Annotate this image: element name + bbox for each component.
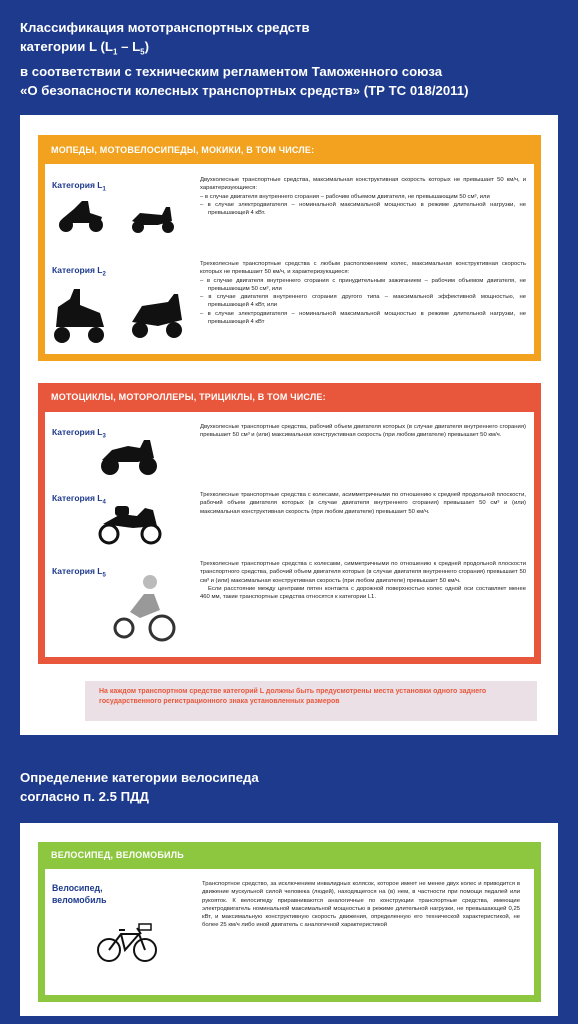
title-line-1: Классификация мототранспортных средств <box>20 20 310 35</box>
motorcycles-header: МОТОЦИКЛЫ, МОТОРОЛЛЕРЫ, ТРИЦИКЛЫ, В ТОМ ЧИСЛЕ: <box>45 390 534 412</box>
category-l1-text: Двухколесные транспортные средства, максимальная конструктивная скорость которых не превышает 50 км/ч, и характеризующиеся: – в случае двигателя внутреннего сгорания – рабочим объемом двигателя, не превышающим 50 см³, или – в случае электродвигателя – номинальной максимальной мощностью в режиме длительной нагрузки, не превышающей 4 кВт. <box>200 177 526 217</box>
title-line-3: в соответствии с техническим регламентом Таможенного союза <box>20 63 443 79</box>
category-l5-text: Трехколесные транспортные средства с колесами, симметричными по отношению к средней продольной плоскости транспортного средства, рабочий объем двигателя которых (в случае двигателя внутреннего сгорания) превышает 50 см³ и (или) максимальная конструктивная скорость (при любом двигателе) превышает 50 км/ч. Если расстояние между центрами пятен контакта с дорожной поверхностью колес одной оси составляет менее 460 мм, такие транспортные средства относятся к категории L1. <box>200 561 526 601</box>
category-l5-label: Категория $L_5$ <box>52 566 106 579</box>
bicycle-subtitle: Определение категории велосипеда согласно п. 2.5 ПДД <box>20 770 259 804</box>
page-title <box>20 18 570 100</box>
moped-icon <box>128 292 186 340</box>
category-l4-text: Трехколесные транспортные средства с колесами, асимметричными по отношению к средней продольной плоскости, рабочий объем двигателя которых (в случае двигателя внутреннего сгорания) превышает 50 см³ и (или) максимальная конструктивная скорость (при любом двигателе) превышает 50 км/ч. <box>200 492 526 515</box>
moped-icon <box>128 203 178 235</box>
category-l1-label: Категория $L_1$ <box>52 180 106 193</box>
category-l3-label: Категория $L_3$ <box>52 427 106 440</box>
category-l2-label: Категория $L_2$ <box>52 265 106 278</box>
category-l4-label: Категория $L_4$ <box>52 493 106 506</box>
bicycle-icon <box>95 920 159 964</box>
bicycle-label: Велосипед, веломобиль <box>52 883 107 905</box>
trike-scooter-icon <box>50 287 110 345</box>
category-l2-text: Трехколесные транспортные средства с любым расположением колес, максимальная конструктивная скорость которых не превышает 50 км/ч, и характеризующиеся: – в случае двигателя внутреннего сгорания с принудительным зажиганием – рабочим объемом двигателя, не превышающим 50 см³, или – в случае двигателя внутреннего сгорания другого типа – максимальной эффективной мощностью, не превышающей 4 кВт, или – в случае электродвигателя – номинальной максимальной мощностью в режиме длительной нагрузки, не превышающей 4 кВт <box>200 261 526 326</box>
trike-icon <box>110 572 180 644</box>
sidecar-motorcycle-icon <box>97 502 163 546</box>
bicycle-header: ВЕЛОСИПЕД, ВЕЛОМОБИЛЬ <box>45 849 534 869</box>
category-l3-text: Двухколесные транспортные средства, рабочий объем двигателя которых (в случае двигателя внутреннего сгорания) превышает 50 см³ и (или) максимальная конструктивная скорость (при любом двигателе) превышает 50 км/ч. <box>200 424 526 439</box>
mopeds-section <box>38 135 541 361</box>
scooter-icon <box>56 197 106 233</box>
mopeds-header: МОПЕДЫ, МОТОВЕЛОСИПЕДЫ, МОКИКИ, В ТОМ ЧИСЛЕ: <box>45 142 534 164</box>
motorcycle-icon <box>98 436 160 476</box>
registration-notice: На каждом транспортном средстве категорий L должны быть предусмотрены места установки одного заднего государственного регистрационного знака установленных размеров <box>85 681 537 721</box>
title-line-2: категории L $(L_1 - L_5)$ <box>20 39 149 57</box>
title-line-4: «О безопасности колесных транспортных средств» (ТР ТС 018/2011) <box>20 82 469 98</box>
bicycle-text: Транспортное средство, за исключением инвалидных колясок, которое имеет не менее двух колес и приводится в движение мускульной силой человека (людей), находящегося на (в) нем, в частности при помощи педалей или рукояток. К велосипеду приравниваются аналогичные по конструкции транспортные средства, имеющие электродвигатель номинальной максимальной мощностью в режиме длительной нагрузки, не превышающей 0,25 кВт, и максимальную конструктивную скорость движения, определенную его технической характеристикой, не более 25 км/ч либо иной двигатель с аналогичной характеристикой <box>202 881 520 929</box>
